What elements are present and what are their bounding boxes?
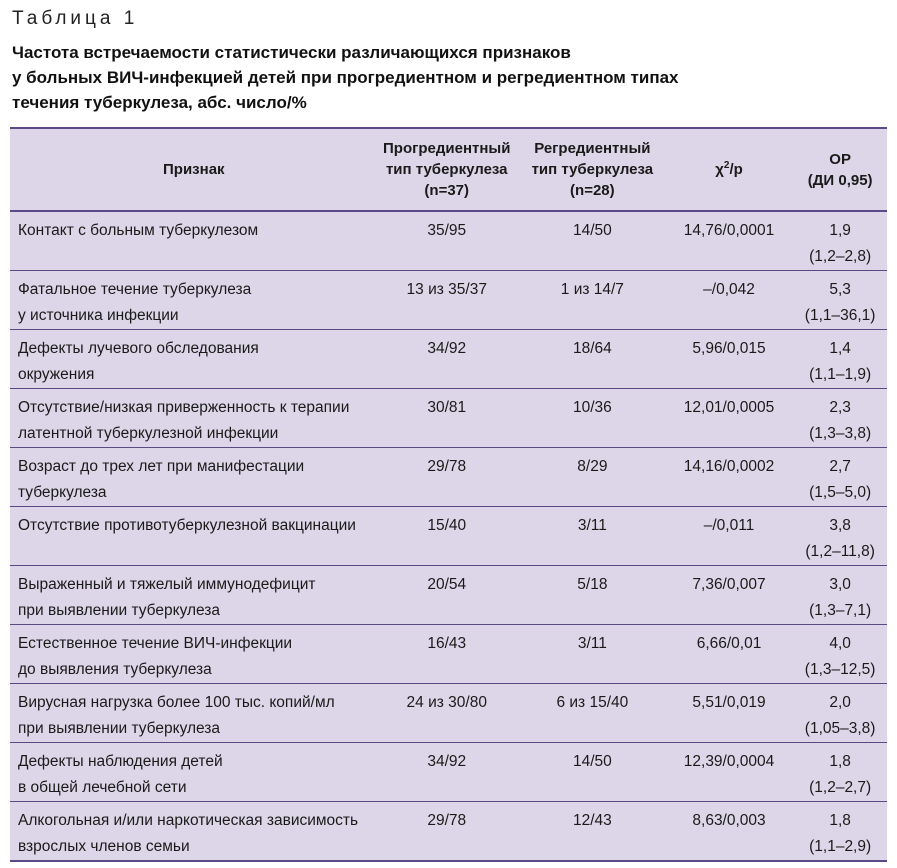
cell-odds-ratio <box>793 802 887 862</box>
cell-regressive: 14/50 <box>572 753 612 770</box>
header-progressive <box>374 128 520 211</box>
confidence-interval: (1,05–3,8) <box>804 720 876 737</box>
cell-odds-ratio <box>793 507 887 566</box>
feature-line: до выявления туберкулеза <box>18 661 212 678</box>
header-odds-ratio <box>793 128 887 211</box>
cell-odds-ratio <box>793 211 887 271</box>
header-regressive <box>520 128 665 211</box>
odds-ratio-value: 2,3 <box>829 399 851 416</box>
cell-progressive: 15/40 <box>427 517 467 534</box>
feature-line: Выраженный и тяжелый иммунодефицит <box>18 576 316 593</box>
data-table <box>10 127 887 862</box>
cell-chi-p: 14,76/0,0001 <box>683 222 775 239</box>
caption-line: течения туберкулеза, абс. число/% <box>12 93 307 112</box>
cell-regressive: 18/64 <box>572 340 612 357</box>
cell-feature <box>10 684 374 743</box>
cell-odds-ratio <box>793 743 887 802</box>
header-regressive-line: тип туберкулеза <box>531 161 654 178</box>
feature-line: Отсутствие/низкая приверженность к терапии <box>18 399 350 416</box>
header-regressive-line: Регредиентный <box>534 140 651 157</box>
cell-feature <box>10 743 374 802</box>
feature-line: Естественное течение ВИЧ-инфекции <box>18 635 293 652</box>
feature-line: в общей лечебной сети <box>18 779 187 796</box>
cell-progressive: 13 из 35/37 <box>406 281 487 298</box>
cell-progressive: 16/43 <box>427 635 467 652</box>
feature-line: латентной туберкулезной инфекции <box>18 425 279 442</box>
table-row <box>10 566 887 625</box>
cell-progressive: 24 из 30/80 <box>406 694 487 711</box>
chi-superscript: 2 <box>723 160 730 171</box>
confidence-interval: (1,2–2,7) <box>809 779 872 796</box>
cell-progressive: 35/95 <box>427 222 467 239</box>
table-row <box>10 448 887 507</box>
table-number-label: Таблица 1 <box>12 8 139 29</box>
cell-progressive: 34/92 <box>427 753 467 770</box>
cell-progressive: 30/81 <box>427 399 467 416</box>
confidence-interval: (1,1–36,1) <box>804 307 876 324</box>
odds-ratio-value: 1,8 <box>829 812 851 829</box>
header-or-line: (ДИ 0,95) <box>807 171 873 189</box>
header-or-line: ОР <box>829 150 851 168</box>
cell-odds-ratio <box>793 389 887 448</box>
cell-progressive: 20/54 <box>427 576 467 593</box>
cell-progressive: 34/92 <box>427 340 467 357</box>
feature-line: туберкулеза <box>18 484 107 501</box>
cell-feature <box>10 448 374 507</box>
table-row <box>10 389 887 448</box>
header-feature: Признак <box>163 161 225 178</box>
confidence-interval: (1,2–2,8) <box>809 248 872 265</box>
odds-ratio-value: 4,0 <box>829 635 851 652</box>
cell-odds-ratio <box>793 566 887 625</box>
table-header-row <box>10 128 887 211</box>
cell-odds-ratio <box>793 684 887 743</box>
cell-feature <box>10 507 374 566</box>
cell-regressive: 10/36 <box>572 399 612 416</box>
feature-line: Отсутствие противотуберкулезной вакцинации <box>18 517 356 534</box>
feature-line: Дефекты наблюдения детей <box>18 753 223 770</box>
odds-ratio-value: 5,3 <box>829 281 851 298</box>
cell-chi-p: 5,51/0,019 <box>692 694 766 711</box>
odds-ratio-value: 2,0 <box>829 694 851 711</box>
header-progressive-line: Прогредиентный <box>383 140 511 157</box>
feature-line: при выявлении туберкулеза <box>18 602 221 619</box>
cell-chi-p: 8,63/0,003 <box>692 812 766 829</box>
cell-regressive: 12/43 <box>572 812 612 829</box>
feature-line: у источника инфекции <box>18 307 179 324</box>
table-row <box>10 743 887 802</box>
cell-regressive: 1 из 14/7 <box>560 281 624 298</box>
table-row <box>10 271 887 330</box>
feature-line: Контакт с больным туберкулезом <box>18 222 259 239</box>
chi-p-label: /р <box>729 161 743 178</box>
feature-line: Возраст до трех лет при манифестации <box>18 458 305 475</box>
header-progressive-line: (n=37) <box>424 182 470 199</box>
cell-chi-p: 6,66/0,01 <box>696 635 762 652</box>
header-regressive-line: (n=28) <box>570 182 615 199</box>
cell-regressive: 3/11 <box>577 635 607 652</box>
cell-odds-ratio <box>793 271 887 330</box>
cell-chi-p: 14,16/0,0002 <box>683 458 775 475</box>
feature-line: Дефекты лучевого обследования <box>18 340 259 357</box>
odds-ratio-value: 1,8 <box>829 753 851 770</box>
table-row <box>10 211 887 271</box>
cell-regressive: 5/18 <box>577 576 608 593</box>
confidence-interval: (1,2–11,8) <box>805 543 875 560</box>
cell-feature <box>10 211 374 271</box>
table-row <box>10 625 887 684</box>
cell-progressive: 29/78 <box>427 458 467 475</box>
cell-odds-ratio <box>793 448 887 507</box>
cell-chi-p: 7,36/0,007 <box>692 576 766 593</box>
cell-feature <box>10 271 374 330</box>
cell-chi-p: 5,96/0,015 <box>692 340 766 357</box>
cell-chi-p: 12,39/0,0004 <box>683 753 775 770</box>
header-progressive-line: тип туберкулеза <box>385 161 508 178</box>
cell-chi-p: 12,01/0,0005 <box>683 399 775 416</box>
cell-chi-p: –/0,042 <box>703 281 755 298</box>
cell-odds-ratio <box>793 625 887 684</box>
cell-odds-ratio <box>793 330 887 389</box>
feature-line: Вирусная нагрузка более 100 тыс. копий/мл <box>18 694 335 711</box>
confidence-interval: (1,3–12,5) <box>804 661 876 678</box>
feature-line: при выявлении туберкулеза <box>18 720 221 737</box>
header-chi-square <box>665 128 793 211</box>
caption-line: Частота встречаемости статистически различающихся признаков <box>12 43 571 62</box>
table-row <box>10 507 887 566</box>
cell-feature <box>10 625 374 684</box>
cell-regressive: 6 из 15/40 <box>556 694 629 711</box>
cell-regressive: 14/50 <box>572 222 612 239</box>
cell-progressive: 29/78 <box>427 812 467 829</box>
confidence-interval: (1,1–2,9) <box>809 838 872 855</box>
table-row <box>10 684 887 743</box>
confidence-interval: (1,5–5,0) <box>809 484 872 501</box>
cell-regressive: 8/29 <box>577 458 608 475</box>
cell-feature <box>10 802 374 862</box>
feature-line: Фатальное течение туберкулеза <box>18 281 252 298</box>
odds-ratio-value: 2,7 <box>829 458 851 475</box>
cell-feature <box>10 330 374 389</box>
odds-ratio-value: 3,8 <box>829 517 851 534</box>
table-row <box>10 330 887 389</box>
confidence-interval: (1,1–1,9) <box>809 366 872 383</box>
confidence-interval: (1,3–7,1) <box>809 602 872 619</box>
feature-line: Алкогольная и/или наркотическая зависимость <box>18 812 359 829</box>
cell-regressive: 3/11 <box>577 517 607 534</box>
feature-line: взрослых членов семьи <box>18 838 190 855</box>
odds-ratio-value: 1,9 <box>829 222 851 239</box>
confidence-interval: (1,3–3,8) <box>809 425 872 442</box>
odds-ratio-value: 1,4 <box>829 340 851 357</box>
table-row <box>10 802 887 862</box>
caption-line: у больных ВИЧ-инфекцией детей при прогредиентном и регредиентном типах <box>12 68 679 87</box>
chi-symbol: χ <box>715 161 724 178</box>
cell-chi-p: –/0,011 <box>703 517 755 534</box>
table-caption <box>12 40 882 115</box>
cell-feature <box>10 566 374 625</box>
cell-feature <box>10 389 374 448</box>
feature-line: окружения <box>18 366 95 383</box>
odds-ratio-value: 3,0 <box>829 576 851 593</box>
